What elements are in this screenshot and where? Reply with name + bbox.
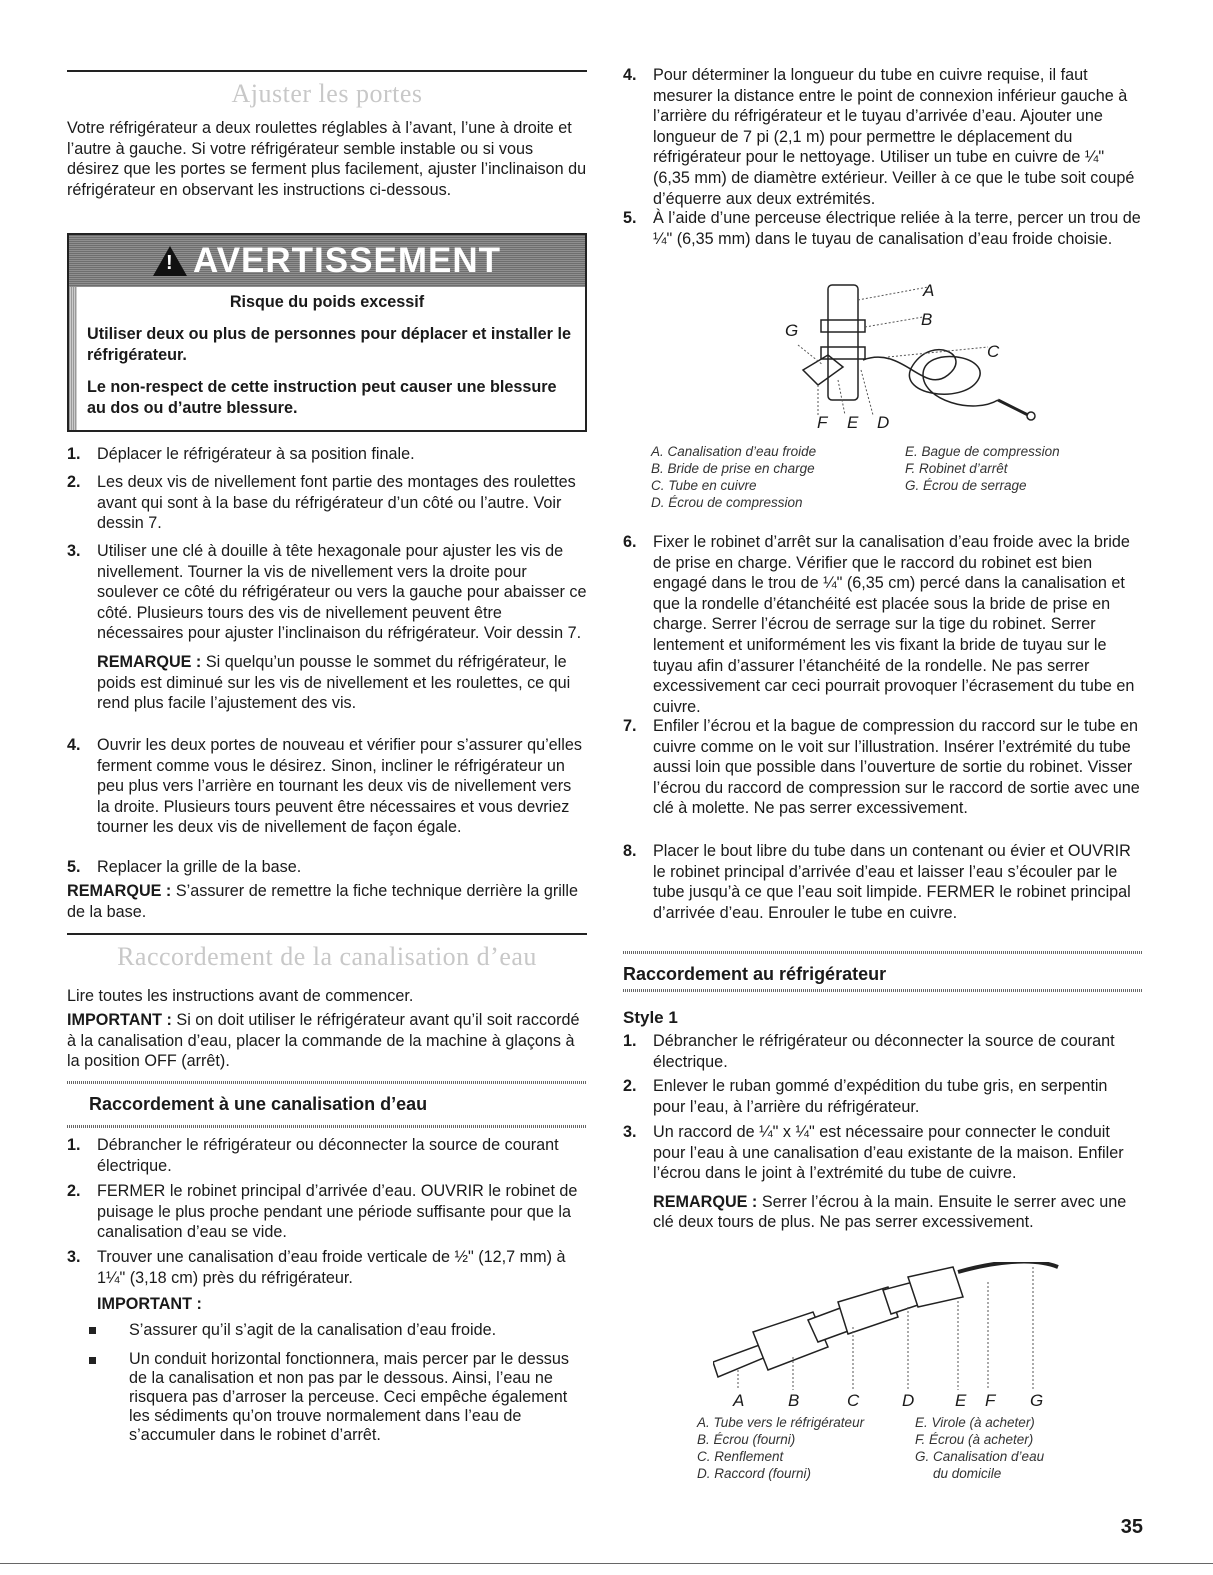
fig2-label-d: D [902, 1391, 915, 1410]
caption-line: du domicile [933, 1466, 1002, 1481]
adjust-step-5 [67, 857, 587, 878]
fig2-label-f: F [985, 1391, 996, 1410]
style-label: Style 1 [623, 1008, 678, 1027]
bullet-item-2: Un conduit horizontal fonctionnera, mais percer par le dessus de la canalisation et non pas par le dessous. Ainsi, l’eau ne risquera pas d’arroser la perceuse. Ceci empêche également les sédiments qu’on trouve normalement dans l’eau de s’accumuler dans le robinet d’arrêt. [129, 1350, 569, 1444]
fridge-step-1 [623, 1031, 1143, 1072]
adjust-step-4 [67, 735, 587, 838]
step-number: 4. [67, 736, 81, 754]
caption-line: D. Écrou de compression [651, 495, 803, 510]
section-rule [67, 933, 587, 935]
adjust-step-1 [67, 444, 587, 465]
step-text: Utiliser une clé à douille à tête hexagonale pour ajuster les vis de nivellement. Tourner la vis de nivellement vers la droite pour soulever ce côté du réfrigérateur ou vers la gauche pour abaisser ce côté. Plusieurs tours des vis de nivellement peuvent être nécessaires pour ajuster l’inclinaison du réfrigérateur. Voir dessin 7. [97, 542, 587, 643]
step-number: 8. [623, 842, 637, 860]
final-note [67, 881, 587, 922]
water-step-1 [67, 1135, 587, 1176]
water-step-2 [67, 1181, 587, 1243]
warning-box [67, 233, 587, 432]
fig2-label-a: A [733, 1391, 745, 1410]
water-step-5 [623, 208, 1143, 249]
step-text: Placer le bout libre du tube dans un contenant ou évier et OUVRIR le robinet principal d’arrivée d’eau et laisser l’eau s’écouler par le tube jusqu’à ce que l’eau soit limpide. FERMER le robinet principal d’arrivée d’eau. Enrouler le tube en cuivre. [653, 842, 1131, 922]
hatch-rule [67, 1125, 587, 1128]
fig1-label-g: G [785, 321, 799, 340]
subheading-refrigerator [623, 951, 1143, 999]
bullet-item-1: S’assurer qu’il s’agit de la canalisation d’eau froide. [129, 1321, 497, 1339]
step-text: Déplacer le réfrigérateur à sa position finale. [97, 445, 415, 463]
step-text: Replacer la grille de la base. [97, 858, 302, 876]
fig1-label-e: E [847, 413, 859, 432]
step-text: FERMER le robinet principal d’arrivée d’eau. OUVRIR le robinet de puisage le plus proche pendant une période suffisante pour que la canalisation d’eau se vide. [97, 1182, 578, 1242]
step-text: Les deux vis de nivellement font partie des montages des roulettes avant qui sont à la base du réfrigérateur d’un côté ou l’autre. Voir dessin 7. [97, 473, 576, 533]
step-number: 3. [67, 542, 81, 560]
step-number: 5. [67, 858, 81, 876]
section-rule [67, 70, 587, 72]
fig2-label-e: E [955, 1391, 967, 1410]
step-number: 2. [67, 1182, 81, 1200]
bullet-icon [89, 1357, 96, 1364]
warning-line-1: Utiliser deux ou plus de personnes pour déplacer et installer le réfrigérateur. [87, 325, 571, 364]
fig1-caption-left [651, 443, 816, 511]
fridge-note [653, 1192, 1143, 1233]
fig2-caption-left [697, 1414, 864, 1482]
warning-body [69, 287, 585, 430]
hatch-rule [623, 951, 1143, 954]
step-number: 1. [67, 445, 81, 463]
step-number: 2. [623, 1077, 637, 1095]
fig2-caption-right [915, 1414, 1044, 1482]
step-text: Trouver une canalisation d’eau froide verticale de ½" (12,7 mm) à 1¼" (3,18 cm) près du réfrigérateur. [97, 1248, 566, 1287]
fig1-caption-right [905, 443, 1060, 494]
subheading-text: Raccordement à une canalisation d’eau [89, 1094, 428, 1114]
bottom-rule [0, 1563, 1213, 1564]
page-number: 35 [1120, 1516, 1143, 1538]
adjust-step-2 [67, 472, 587, 534]
warning-header [69, 235, 585, 287]
water-step-8 [623, 841, 1143, 923]
note-text: Si quelqu’un pousse le sommet du réfrigérateur, le poids est diminué sur les vis de nivellement et les roulettes, ce qui rend plus facile l’ajustement des vis. [97, 652, 571, 713]
fig1-label-d: D [877, 413, 890, 432]
hatch-rule [67, 1081, 587, 1084]
step-text: Un raccord de ¼" x ¼" est nécessaire pour connecter le conduit pour l’eau à une canalisation d’eau existante de la maison. Enfiler l’écrou dans le joint à l’extrémité du tube de cuivre. [653, 1123, 1124, 1183]
caption-line: A. Canalisation d’eau froide [651, 444, 817, 459]
note-label: REMARQUE : [653, 1192, 758, 1211]
fig1-label-c: C [987, 342, 1000, 361]
fig2-label-b: B [788, 1391, 800, 1410]
fig1-label-f: F [817, 413, 828, 432]
nut-purchased [908, 1267, 963, 1307]
important-label: IMPORTANT : [97, 1295, 202, 1314]
caption-line: B. Écrou (fourni) [697, 1432, 796, 1447]
step3-note [97, 652, 587, 714]
fig2-label-g: G [1030, 1391, 1044, 1410]
cold-water-pipe [828, 285, 858, 400]
step-number: 2. [67, 473, 81, 491]
copper-tube-coil [863, 350, 998, 406]
caption-line: A. Tube vers le réfrigérateur [697, 1415, 865, 1430]
fitting-diagram [713, 1262, 1063, 1392]
step-number: 1. [67, 1136, 81, 1154]
warning-header-text: AVERTISSEMENT [193, 240, 501, 280]
household-water-line [958, 1262, 1058, 1272]
caption-line: E. Bague de compression [905, 444, 1060, 459]
adjust-step-3 [67, 541, 587, 714]
caption-line: C. Tube en cuivre [651, 478, 757, 493]
bullet-icon [89, 1327, 96, 1334]
caption-line: C. Renflement [697, 1449, 784, 1464]
caption-line: D. Raccord (fourni) [697, 1466, 812, 1481]
step-number: 4. [623, 66, 637, 84]
caption-line: F. Robinet d’arrêt [905, 461, 1008, 476]
caption-line: E. Virole (à acheter) [915, 1415, 1035, 1430]
water-step-4 [623, 65, 1143, 209]
section-title-water-line: Raccordement de la canalisation d’eau [117, 942, 537, 971]
step-text: Enfiler l’écrou et la bague de compression du raccord sur le tube en cuivre comme on le voit sur l’illustration. Insérer l’extrémité du tube aussi loin que possible dans l’ouverture de sortie du robinet. Visser l’écrou du raccord de compression sur le raccord de sortie avec une clé à molette. Ne pas serrer excessivement. [653, 717, 1140, 818]
note-text: Serrer l’écrou à la main. Ensuite le serrer avec une clé deux tours de plus. Ne pas serrer excessivement. [653, 1192, 1127, 1232]
note-label: REMARQUE : [67, 882, 172, 900]
step-number: 6. [623, 533, 637, 551]
water-intro: Lire toutes les instructions avant de commencer. [67, 987, 414, 1005]
water-step-3 [67, 1247, 587, 1315]
step-number: 5. [623, 209, 637, 227]
caption-line: F. Écrou (à acheter) [915, 1432, 1034, 1447]
adjust-intro: Votre réfrigérateur a deux roulettes réglables à l’avant, l’une à droite et l’autre à gauche. Si votre réfrigérateur semble instable ou si vous désirez que les portes se ferment plus facilement, ajuster l’inclinaison du réfrigérateur en observant les instructions ci-dessous. [67, 119, 587, 199]
fig2-label-c: C [847, 1391, 860, 1410]
step-text: Enlever le ruban gommé d’expédition du tube gris, en serpentin pour l’eau, à l’arrière du réfrigérateur. [653, 1077, 1108, 1116]
step-text: Débrancher le réfrigérateur ou déconnecter la source de courant électrique. [653, 1032, 1115, 1071]
important-note [67, 1010, 587, 1072]
step-number: 3. [67, 1248, 81, 1266]
caption-line: G. Canalisation d’eau [915, 1449, 1045, 1464]
step-text: À l’aide d’une perceuse électrique reliée à la terre, percer un trou de ¼" (6,35 mm) dans le tuyau de canalisation d’eau froide choisie. [653, 209, 1141, 248]
step-text: Débrancher le réfrigérateur ou déconnecter la source de courant électrique. [97, 1136, 559, 1175]
warning-triangle-icon [153, 246, 187, 276]
shutoff-valve-diagram [773, 275, 1043, 435]
caption-line: G. Écrou de serrage [905, 478, 1027, 493]
step-text: Pour déterminer la longueur du tube en cuivre requise, il faut mesurer la distance entre le point de connexion inférieur gauche à l’arrière du réfrigérateur et le tuyau d’arrivée d’eau. Ajouter une longueur de 7 pi (2,1 m) pour permettre le déplacement du réfrigérateur pour le nettoyage. Utiliser un tube en cuivre de ¼" (6,35 mm) de diamètre extérieur. Veiller à ce que le tube soit coupé d’équerre aux deux extrémités. [653, 66, 1135, 208]
important-text: Si on doit utiliser le réfrigérateur avant qu’il soit raccordé à la canalisation d’eau, placer la commande de la machine à glaçons à la position OFF (arrêt). [67, 1011, 580, 1071]
step-text: Ouvrir les deux portes de nouveau et vérifier pour s’assurer qu’elles ferment comme vous le désirez. Sinon, incliner le réfrigérateur un peu plus vers l’arrière en tournant les deux vis de nivellement vers la droite. Plusieurs tours peuvent être nécessaires et vous devriez tourner les deux vis de nivellement de façon égale. [97, 736, 582, 837]
important-label: IMPORTANT : [67, 1011, 172, 1029]
warning-title: Risque du poids excessif [229, 293, 425, 311]
caption-line: B. Bride de prise en charge [651, 461, 815, 476]
fig1-label-a: A [923, 281, 935, 300]
step-number: 1. [623, 1032, 637, 1050]
section-title-adjust-doors: Ajuster les portes [231, 79, 423, 108]
subheading-text: Raccordement au réfrigérateur [623, 964, 887, 984]
subheading-water-line [67, 1081, 587, 1129]
step-number: 3. [623, 1123, 637, 1141]
warning-line-2: Le non-respect de cette instruction peut causer une blessure au dos ou d’autre blessure. [87, 378, 557, 417]
step-text: Fixer le robinet d’arrêt sur la canalisation d’eau froide avec la bride de prise en charge. Vérifier que le raccord du robinet est bien engagé dans le trou de ¼" (6,35 cm) percé dans la canalisation et que la rondelle d’étanchéité est placée sous la bride de prise en charge. Serrer l’écrou de serrage sur la tige du robinet. Serrer lentement et uniformément les vis fixant la bride de tuyau sur le tuyau afin d’assurer l’étanchéité de la rondelle. Ne pas serrer excessivement car ceci pourrait provoquer l’écrasement du tube en cuivre. [653, 533, 1135, 716]
water-step-6 [623, 532, 1143, 717]
fridge-step-3 [623, 1122, 1143, 1233]
hatch-rule [623, 989, 1143, 992]
step-number: 7. [623, 717, 637, 735]
note-label: REMARQUE : [97, 652, 202, 671]
fridge-step-2 [623, 1076, 1143, 1117]
water-step-7 [623, 716, 1143, 819]
note-text: S’assurer de remettre la fiche technique derrière la grille de la base. [67, 882, 579, 921]
fig1-label-b: B [921, 310, 933, 329]
